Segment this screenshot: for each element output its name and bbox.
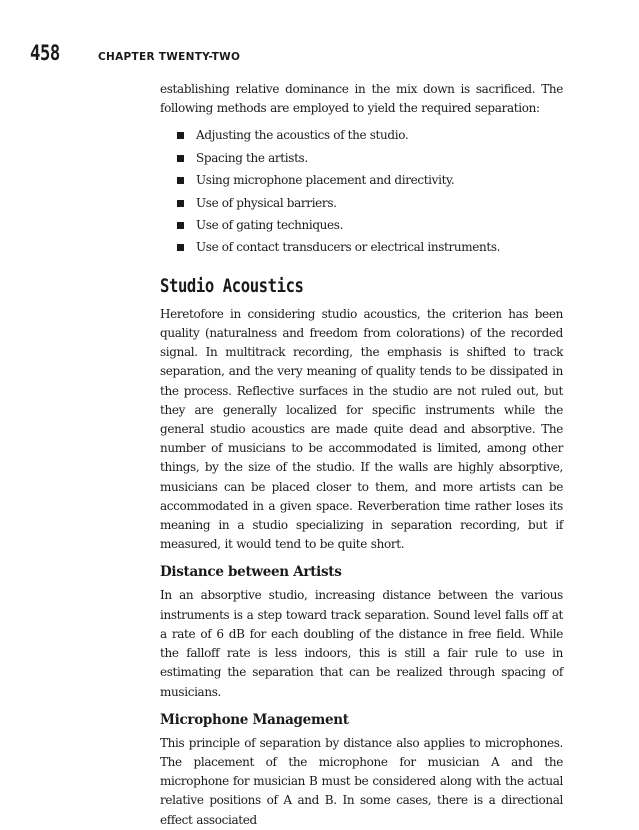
subheading-distance-between-artists: Distance between Artists <box>160 564 342 581</box>
list-item <box>160 236 563 258</box>
distance-paragraph: In an absorptive studio, increasing distance between the various instruments is a step toward track separation. Sound level falls off at a rate of 6 dB for each doubling of the distance in free field. While the falloff rate is less indoors, this is still a fair rule to use in estimating the separation that can be realized through spacing of musicians. <box>160 588 563 699</box>
list-item <box>160 169 563 191</box>
list-item-text: Use of gating techniques. <box>196 218 344 233</box>
list-item-text: Use of contact transducers or electrical instruments. <box>196 240 501 255</box>
list-item <box>160 124 563 146</box>
separation-methods-list <box>160 124 563 258</box>
page-body <box>160 80 563 830</box>
running-head <box>30 40 240 64</box>
list-item-text: Using microphone placement and directivity. <box>196 173 455 188</box>
section-heading-studio-acoustics: Studio Acoustics <box>160 274 304 297</box>
chapter-label: CHAPTER TWENTY-TWO <box>98 50 241 63</box>
studio-acoustics-paragraph: Heretofore in considering studio acoustics, the criterion has been quality (naturalness and freedom from colorations) of the recorded signal. In multitrack recording, the emphasis is shifted to track separation, and the very meaning of quality tends to be dissipated in the process. Reflective surfaces in the studio are not ruled out, but they are generally localized for specific instruments while the general studio acoustics are made quite dead and absorptive. The number of musicians to be accommodated is limited, among other things, by the size of the studio. If the walls are highly absorptive, musicians can be placed closer to them, and more artists can be accommodated in a given space. Reverberation time rather loses its meaning in a studio specializing in separation recording, but if measured, it would tend to be quite short. <box>160 306 563 552</box>
square-bullet-icon <box>177 132 184 139</box>
list-item <box>160 147 563 169</box>
square-bullet-icon <box>177 177 184 184</box>
intro-paragraph: establishing relative dominance in the mix down is sacrificed. The following methods are employed to yield the required separation: <box>160 82 563 116</box>
list-item <box>160 214 563 236</box>
list-item-text: Adjusting the acoustics of the studio. <box>196 128 409 143</box>
subheading-microphone-management: Microphone Management <box>160 711 349 728</box>
square-bullet-icon <box>177 244 184 251</box>
square-bullet-icon <box>177 155 184 162</box>
page-number: 458 <box>30 41 60 65</box>
list-item-text: Use of physical barriers. <box>196 195 337 210</box>
list-item-text: Spacing the artists. <box>196 150 308 165</box>
list-item <box>160 192 563 214</box>
square-bullet-icon <box>177 222 184 229</box>
microphone-paragraph: This principle of separation by distance also applies to microphones. The placement of the microphone for musician A and the microphone for musician B must be considered along with the actual relative positions of A and B. In some cases, there is a directional effect associated <box>160 735 563 827</box>
square-bullet-icon <box>177 200 184 207</box>
